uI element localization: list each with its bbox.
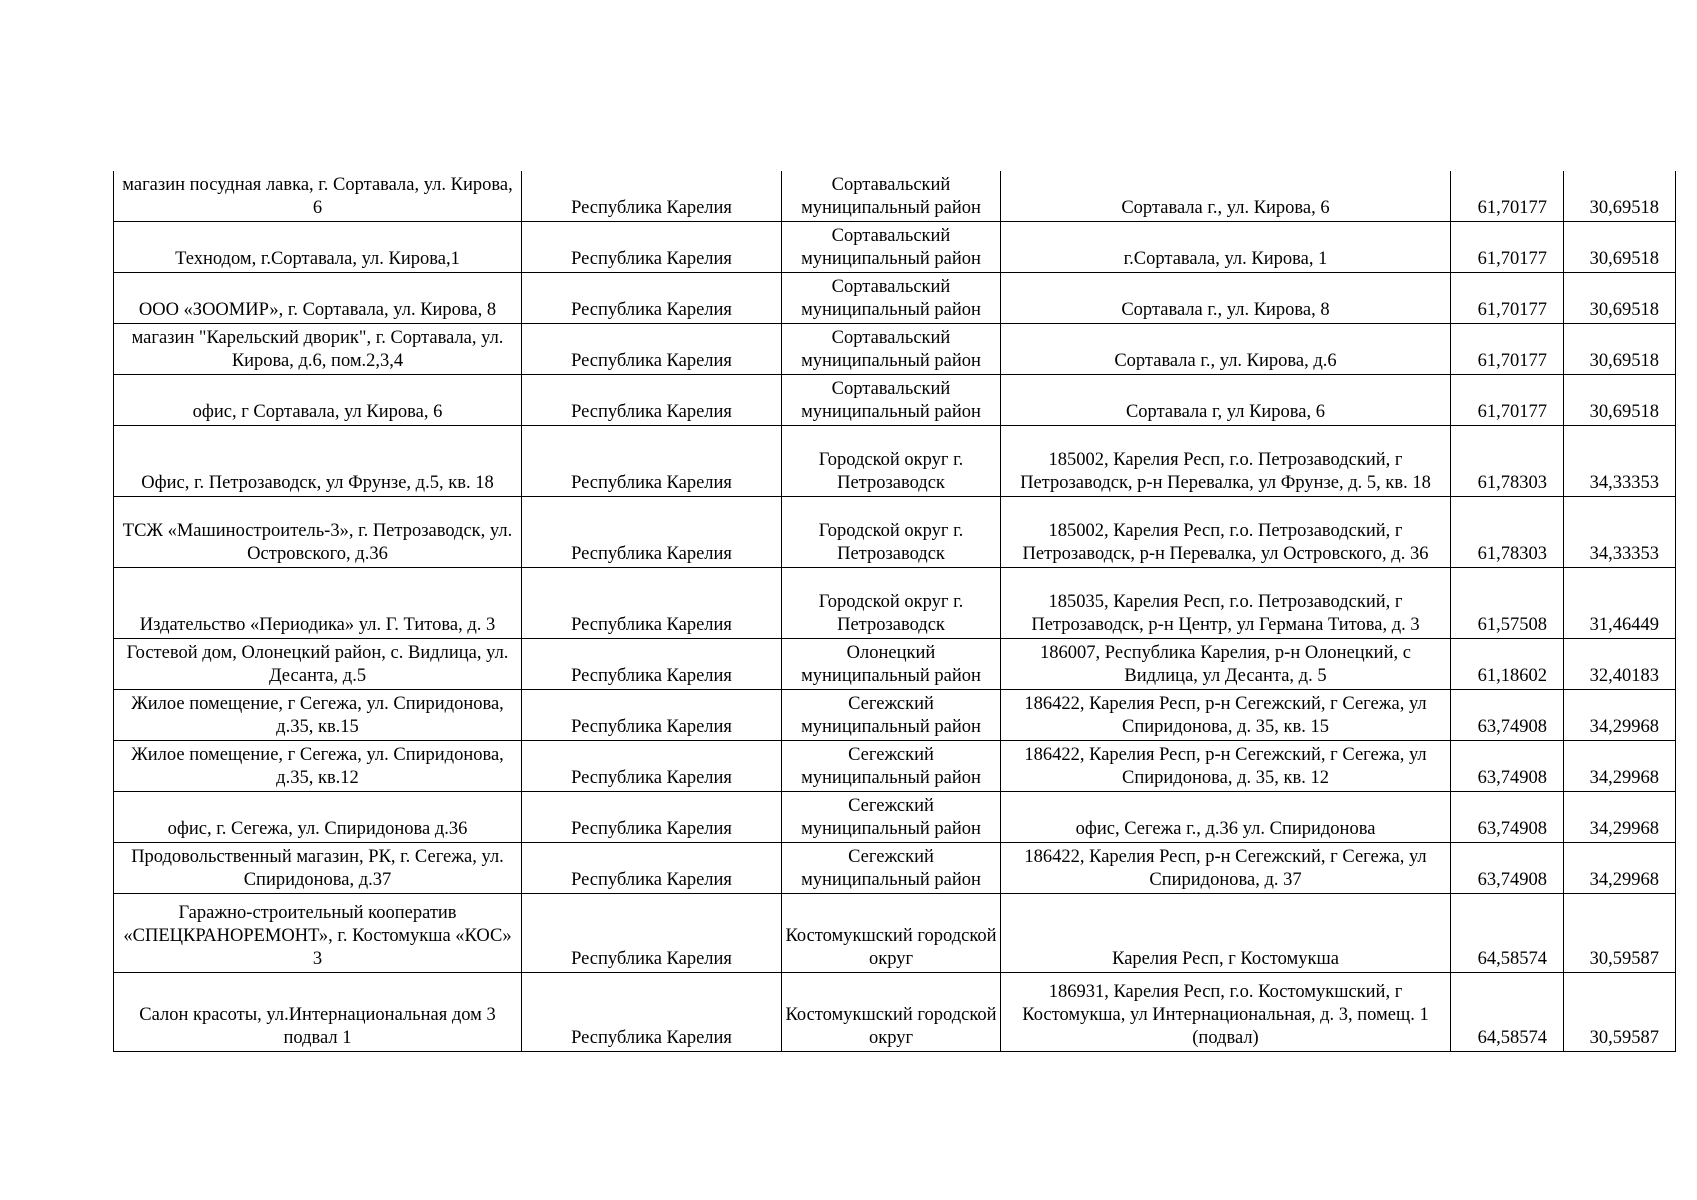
district-cell: Городской округ г. Петрозаводск: [782, 497, 1001, 568]
latitude-cell: 61,70177: [1451, 273, 1564, 324]
table-row: [114, 843, 1676, 894]
address-cell: офис, Сегежа г., д.36 ул. Спиридонова: [1001, 792, 1451, 843]
latitude-cell: 63,74908: [1451, 843, 1564, 894]
address-table-body: [114, 171, 1676, 1052]
longitude-cell: 30,69518: [1564, 324, 1676, 375]
address-cell: 186931, Карелия Респ, г.о. Костомукшский, г Костомукша, ул Интернациональная, д. 3, помещ. 1 (подвал): [1001, 973, 1451, 1052]
subject-cell: Республика Карелия: [522, 497, 782, 568]
longitude-cell: 34,29968: [1564, 741, 1676, 792]
object-name-cell: офис, г. Сегежа, ул. Спиридонова д.36: [114, 792, 522, 843]
subject-cell: Республика Карелия: [522, 426, 782, 497]
district-cell: Сегежский муниципальный район: [782, 690, 1001, 741]
address-cell: 185002, Карелия Респ, г.о. Петрозаводский, г Петрозаводск, р-н Перевалка, ул Островского, д. 36: [1001, 497, 1451, 568]
address-cell: 186422, Карелия Респ, р-н Сегежский, г Сегежа, ул Спиридонова, д. 35, кв. 12: [1001, 741, 1451, 792]
table-row: [114, 222, 1676, 273]
subject-cell: Республика Карелия: [522, 171, 782, 222]
latitude-cell: 61,70177: [1451, 222, 1564, 273]
district-cell: Сортавальский муниципальный район: [782, 273, 1001, 324]
address-cell: Карелия Респ, г Костомукша: [1001, 894, 1451, 973]
table-row: [114, 894, 1676, 973]
table-row: [114, 568, 1676, 639]
object-name-cell: Гаражно-строительный кооператив «СПЕЦКРАНОРЕМОНТ», г. Костомукша «КОС» 3: [114, 894, 522, 973]
district-cell: Сегежский муниципальный район: [782, 843, 1001, 894]
latitude-cell: 64,58574: [1451, 973, 1564, 1052]
district-cell: Сегежский муниципальный район: [782, 792, 1001, 843]
address-cell: 186422, Карелия Респ, р-н Сегежский, г Сегежа, ул Спиридонова, д. 35, кв. 15: [1001, 690, 1451, 741]
latitude-cell: 63,74908: [1451, 792, 1564, 843]
object-name-cell: ООО «ЗООМИР», г. Сортавала, ул. Кирова, 8: [114, 273, 522, 324]
table-row: [114, 792, 1676, 843]
latitude-cell: 61,78303: [1451, 426, 1564, 497]
address-cell: Сортавала г., ул. Кирова, 6: [1001, 171, 1451, 222]
table-row: [114, 375, 1676, 426]
object-name-cell: магазин "Карельский дворик", г. Сортавала, ул. Кирова, д.6, пом.2,3,4: [114, 324, 522, 375]
table-row: [114, 426, 1676, 497]
address-cell: г.Сортавала, ул. Кирова, 1: [1001, 222, 1451, 273]
longitude-cell: 30,69518: [1564, 273, 1676, 324]
object-name-cell: Продовольственный магазин, РК, г. Сегежа, ул. Спиридонова, д.37: [114, 843, 522, 894]
subject-cell: Республика Карелия: [522, 894, 782, 973]
latitude-cell: 64,58574: [1451, 894, 1564, 973]
object-name-cell: магазин посудная лавка, г. Сортавала, ул. Кирова, 6: [114, 171, 522, 222]
district-cell: Олонецкий муниципальный район: [782, 639, 1001, 690]
district-cell: Сортавальский муниципальный район: [782, 324, 1001, 375]
longitude-cell: 30,69518: [1564, 375, 1676, 426]
longitude-cell: 30,69518: [1564, 222, 1676, 273]
object-name-cell: офис, г Сортавала, ул Кирова, 6: [114, 375, 522, 426]
address-cell: 186007, Республика Карелия, р-н Олонецкий, с Видлица, ул Десанта, д. 5: [1001, 639, 1451, 690]
latitude-cell: 61,70177: [1451, 171, 1564, 222]
table-row: [114, 639, 1676, 690]
district-cell: Костомукшский городской округ: [782, 973, 1001, 1052]
subject-cell: Республика Карелия: [522, 843, 782, 894]
district-cell: Сортавальский муниципальный район: [782, 222, 1001, 273]
latitude-cell: 61,78303: [1451, 497, 1564, 568]
subject-cell: Республика Карелия: [522, 639, 782, 690]
longitude-cell: 30,59587: [1564, 894, 1676, 973]
table-row: [114, 973, 1676, 1052]
table-row: [114, 497, 1676, 568]
district-cell: Сортавальский муниципальный район: [782, 171, 1001, 222]
district-cell: Городской округ г. Петрозаводск: [782, 426, 1001, 497]
subject-cell: Республика Карелия: [522, 690, 782, 741]
object-name-cell: Технодом, г.Сортавала, ул. Кирова,1: [114, 222, 522, 273]
subject-cell: Республика Карелия: [522, 222, 782, 273]
longitude-cell: 30,69518: [1564, 171, 1676, 222]
object-name-cell: Офис, г. Петрозаводск, ул Фрунзе, д.5, кв. 18: [114, 426, 522, 497]
district-cell: Городской округ г. Петрозаводск: [782, 568, 1001, 639]
subject-cell: Республика Карелия: [522, 273, 782, 324]
table-row: [114, 690, 1676, 741]
address-table: [113, 171, 1676, 1052]
longitude-cell: 34,33353: [1564, 426, 1676, 497]
subject-cell: Республика Карелия: [522, 324, 782, 375]
subject-cell: Республика Карелия: [522, 973, 782, 1052]
longitude-cell: 34,33353: [1564, 497, 1676, 568]
longitude-cell: 34,29968: [1564, 843, 1676, 894]
address-cell: Сортавала г., ул. Кирова, д.6: [1001, 324, 1451, 375]
object-name-cell: Издательство «Периодика» ул. Г. Титова, д. 3: [114, 568, 522, 639]
object-name-cell: Жилое помещение, г Сегежа, ул. Спиридонова, д.35, кв.15: [114, 690, 522, 741]
address-cell: Сортавала г., ул. Кирова, 8: [1001, 273, 1451, 324]
latitude-cell: 63,74908: [1451, 690, 1564, 741]
object-name-cell: Салон красоты, ул.Интернациональная дом 3 подвал 1: [114, 973, 522, 1052]
latitude-cell: 61,18602: [1451, 639, 1564, 690]
latitude-cell: 61,57508: [1451, 568, 1564, 639]
subject-cell: Республика Карелия: [522, 375, 782, 426]
subject-cell: Республика Карелия: [522, 741, 782, 792]
table-row: [114, 324, 1676, 375]
longitude-cell: 34,29968: [1564, 690, 1676, 741]
table-row: [114, 741, 1676, 792]
subject-cell: Республика Карелия: [522, 792, 782, 843]
object-name-cell: ТСЖ «Машиностроитель-3», г. Петрозаводск, ул. Островского, д.36: [114, 497, 522, 568]
longitude-cell: 32,40183: [1564, 639, 1676, 690]
address-cell: Сортавала г, ул Кирова, 6: [1001, 375, 1451, 426]
district-cell: Костомукшский городской округ: [782, 894, 1001, 973]
district-cell: Сортавальский муниципальный район: [782, 375, 1001, 426]
table-row: [114, 273, 1676, 324]
table-row: [114, 171, 1676, 222]
longitude-cell: 30,59587: [1564, 973, 1676, 1052]
district-cell: Сегежский муниципальный район: [782, 741, 1001, 792]
address-cell: 186422, Карелия Респ, р-н Сегежский, г Сегежа, ул Спиридонова, д. 37: [1001, 843, 1451, 894]
subject-cell: Республика Карелия: [522, 568, 782, 639]
object-name-cell: Жилое помещение, г Сегежа, ул. Спиридонова, д.35, кв.12: [114, 741, 522, 792]
latitude-cell: 61,70177: [1451, 375, 1564, 426]
latitude-cell: 61,70177: [1451, 324, 1564, 375]
object-name-cell: Гостевой дом, Олонецкий район, с. Видлица, ул. Десанта, д.5: [114, 639, 522, 690]
address-cell: 185002, Карелия Респ, г.о. Петрозаводский, г Петрозаводск, р-н Перевалка, ул Фрунзе, д. 5, кв. 18: [1001, 426, 1451, 497]
latitude-cell: 63,74908: [1451, 741, 1564, 792]
longitude-cell: 34,29968: [1564, 792, 1676, 843]
longitude-cell: 31,46449: [1564, 568, 1676, 639]
address-cell: 185035, Карелия Респ, г.о. Петрозаводский, г Петрозаводск, р-н Центр, ул Германа Титова, д. 3: [1001, 568, 1451, 639]
